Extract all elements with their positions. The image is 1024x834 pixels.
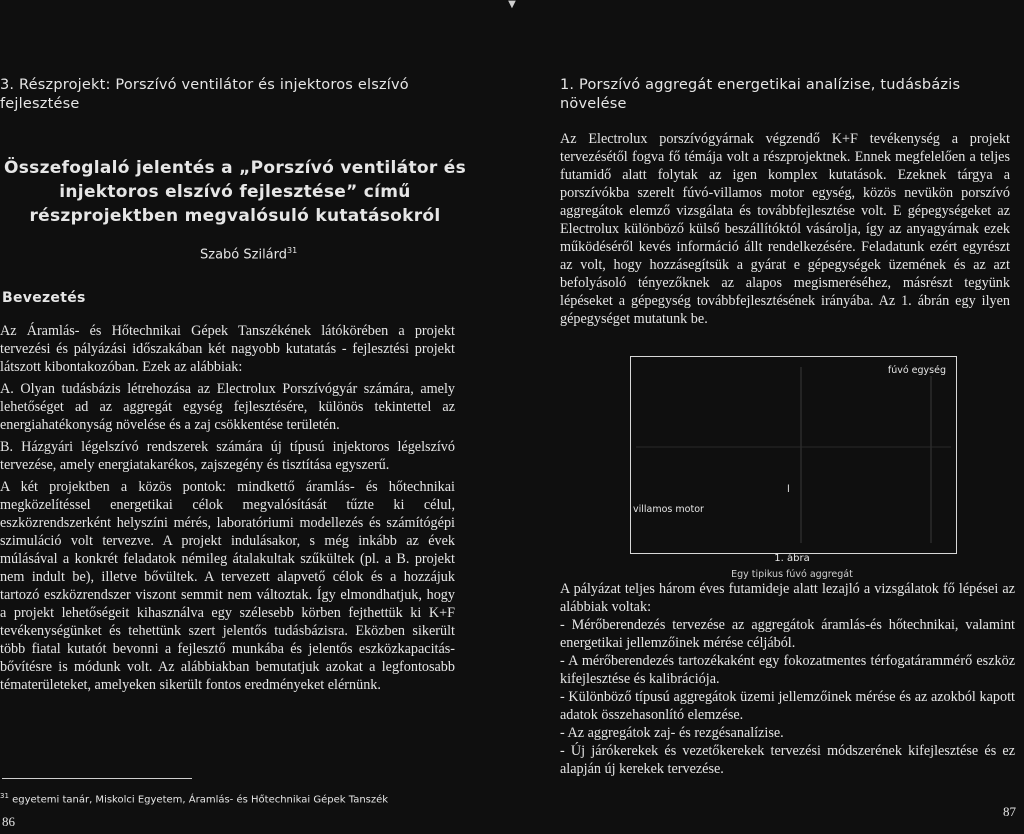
page-top-marker: ▼ [508,0,516,10]
list-item: - Mérőberendezés tervezése az aggregátok áramlás-és hőtechnikai, valamint energetikai jellemzőinek mérése céljából. [560,617,1015,651]
section-title: 3. Részprojekt: Porszívó ventilátor és injektoros elszívó fejlesztése [0,77,409,112]
page-number-right: 87 [1003,804,1016,819]
footnote [0,792,388,805]
section-title-right: 1. Porszívó aggregát energetikai analízise, tudásbázis növelése [560,77,961,112]
after-figure-text [560,580,1015,778]
author [200,246,297,262]
left-page [0,0,480,834]
paragraph: A két projektben a közös pontok: mindkettő áramlás- és hőtechnikai megközelítéssel energetikai célok megvalósítását tűzte ki célul, eszközrendszerként helyszíni mérés, laboratóriumi modellezés és számítógépi szimuláció volt tervezve. A projekt indulásakor, s még inkább az évek múlásával a konkrét feladatok némileg átalakultak szűkültek (pl. a B. projekt nem indult be), illetve bővültek. A tervezett alapvető célok és a hozzájuk tartozó eszközrendszer viszont semmit nem változtak. Így elmondhatjuk, hogy a projekt lehetőségeit kihasználva egy szélesebb körben fejthettük ki K+F tevékenységünket és tehettünk szert jelentős tudásbázisra. Eközben sikerült több fiatal kutatót bevonni a fejlesztő munkába és jelentős eszközkapacitás-bővítésre is módunk volt. Az alábbiakban bemutatjuk azokat a legfontosabb tématerületeket, amelyeken sikerült fontos eredményeket elérnünk. [0,479,455,693]
figure-tick-mark: l [787,484,790,495]
author-footnote-ref: 31 [287,246,298,255]
report-title: Összefoglaló jelentés a „Porszívó ventilátor és injektoros elszívó fejlesztése” című részprojektben megvalósuló kutatásokról [3,158,467,226]
figure-caption-text: Egy tipikus fúvó aggregát [731,569,853,580]
footnote-number: 31 [0,792,9,800]
footnote-divider [2,778,192,779]
paragraph: A. Olyan tudásbázis létrehozása az Electrolux Porszívógyár számára, amely lehetőséget ad az aggregát egység fejlesztésére, különös tekintettel az energiahatékonyság növelése és a zaj csökkentése területén. [0,381,455,433]
paragraph: Az Áramlás- és Hőtechnikai Gépek Tanszékének látókörében a projekt tervezési és pályázási időszakában két nagyobb kutatatás - fejlesztési projekt látszott kibontakozóban. Ezek az alábbiak: [0,323,455,375]
list-item: - A mérőberendezés tartozékaként egy fokozatmentes térfogatárammérő eszköz kifejlesztése és kalibrációja. [560,653,1015,687]
list-item: - Különböző típusú aggregátok üzemi jellemzőinek mérése és az azokból kapott adatok összehasonlító elemzése. [560,689,1015,723]
figure-label-motor: villamos motor [633,504,704,515]
footnote-text: egyetemi tanár, Miskolci Egyetem, Áramlás- és Hőtechnikai Gépek Tanszék [12,794,389,806]
list-item: - Az aggregátok zaj- és rezgésanalízise. [560,725,784,741]
steps-list [560,616,1015,778]
list-item: - Új járókerekek és vezetőkerekek tervezési módszerének kifejlesztése és ez alapján új kerekek tervezése. [560,743,1015,777]
paragraph: B. Házgyári légelszívó rendszerek számára új típusú injektoros légelszívó tervezése, amely energiatakarékos, zajszegény és tisztítása egyszerű. [0,439,455,473]
right-body-text [560,130,1010,328]
paragraph: A pályázat teljes három éves futamideje alatt lezajló a vizsgálatok fő lépései az alábbiak voltak: [560,581,1015,615]
figure-caption-number: 1. ábra [774,553,810,564]
page-number-left: 86 [2,814,15,829]
right-page [560,0,1024,834]
figure-aggregate [630,356,957,554]
figure-placeholder-graphic [631,357,956,553]
author-name: Szabó Szilárd [200,247,288,263]
paragraph: Az Electrolux porszívógyárnak végzendő K+F tevékenység a projekt tervezésétől fogva fő témája volt a részprojektnek. Ennek megfelelően a teljes futamidő alatt folytak az igen komplex kutatások. Ezeknek tárgya a porszívókba szerelt fúvó-villamos motor egység, közös nevükön porszívó aggregátok elemző vizsgálata és továbbfejlesztése volt. E gépegységeket az Electrolux különböző külső beszállítóktól vásárolja, így az anyagyárnak ezek működéséről kevés információ állt rendelkezésére. Feladatunk ezért egyrészt az volt, hogy hozzásegítsük a gyárat e gépegységek üzemének és az azt befolyásoló tényezőknek az alapos megismeréséhez, másrészt tegyünk lépéseket a gépegység továbbfejlesztésének irányába. Az 1. ábrán egy ilyen gépegységet mutatunk be. [560,131,1010,327]
sub-heading-introduction: Bevezetés [2,290,86,306]
left-body-text [0,322,455,698]
figure-label-blower: fúvó egység [887,365,946,376]
